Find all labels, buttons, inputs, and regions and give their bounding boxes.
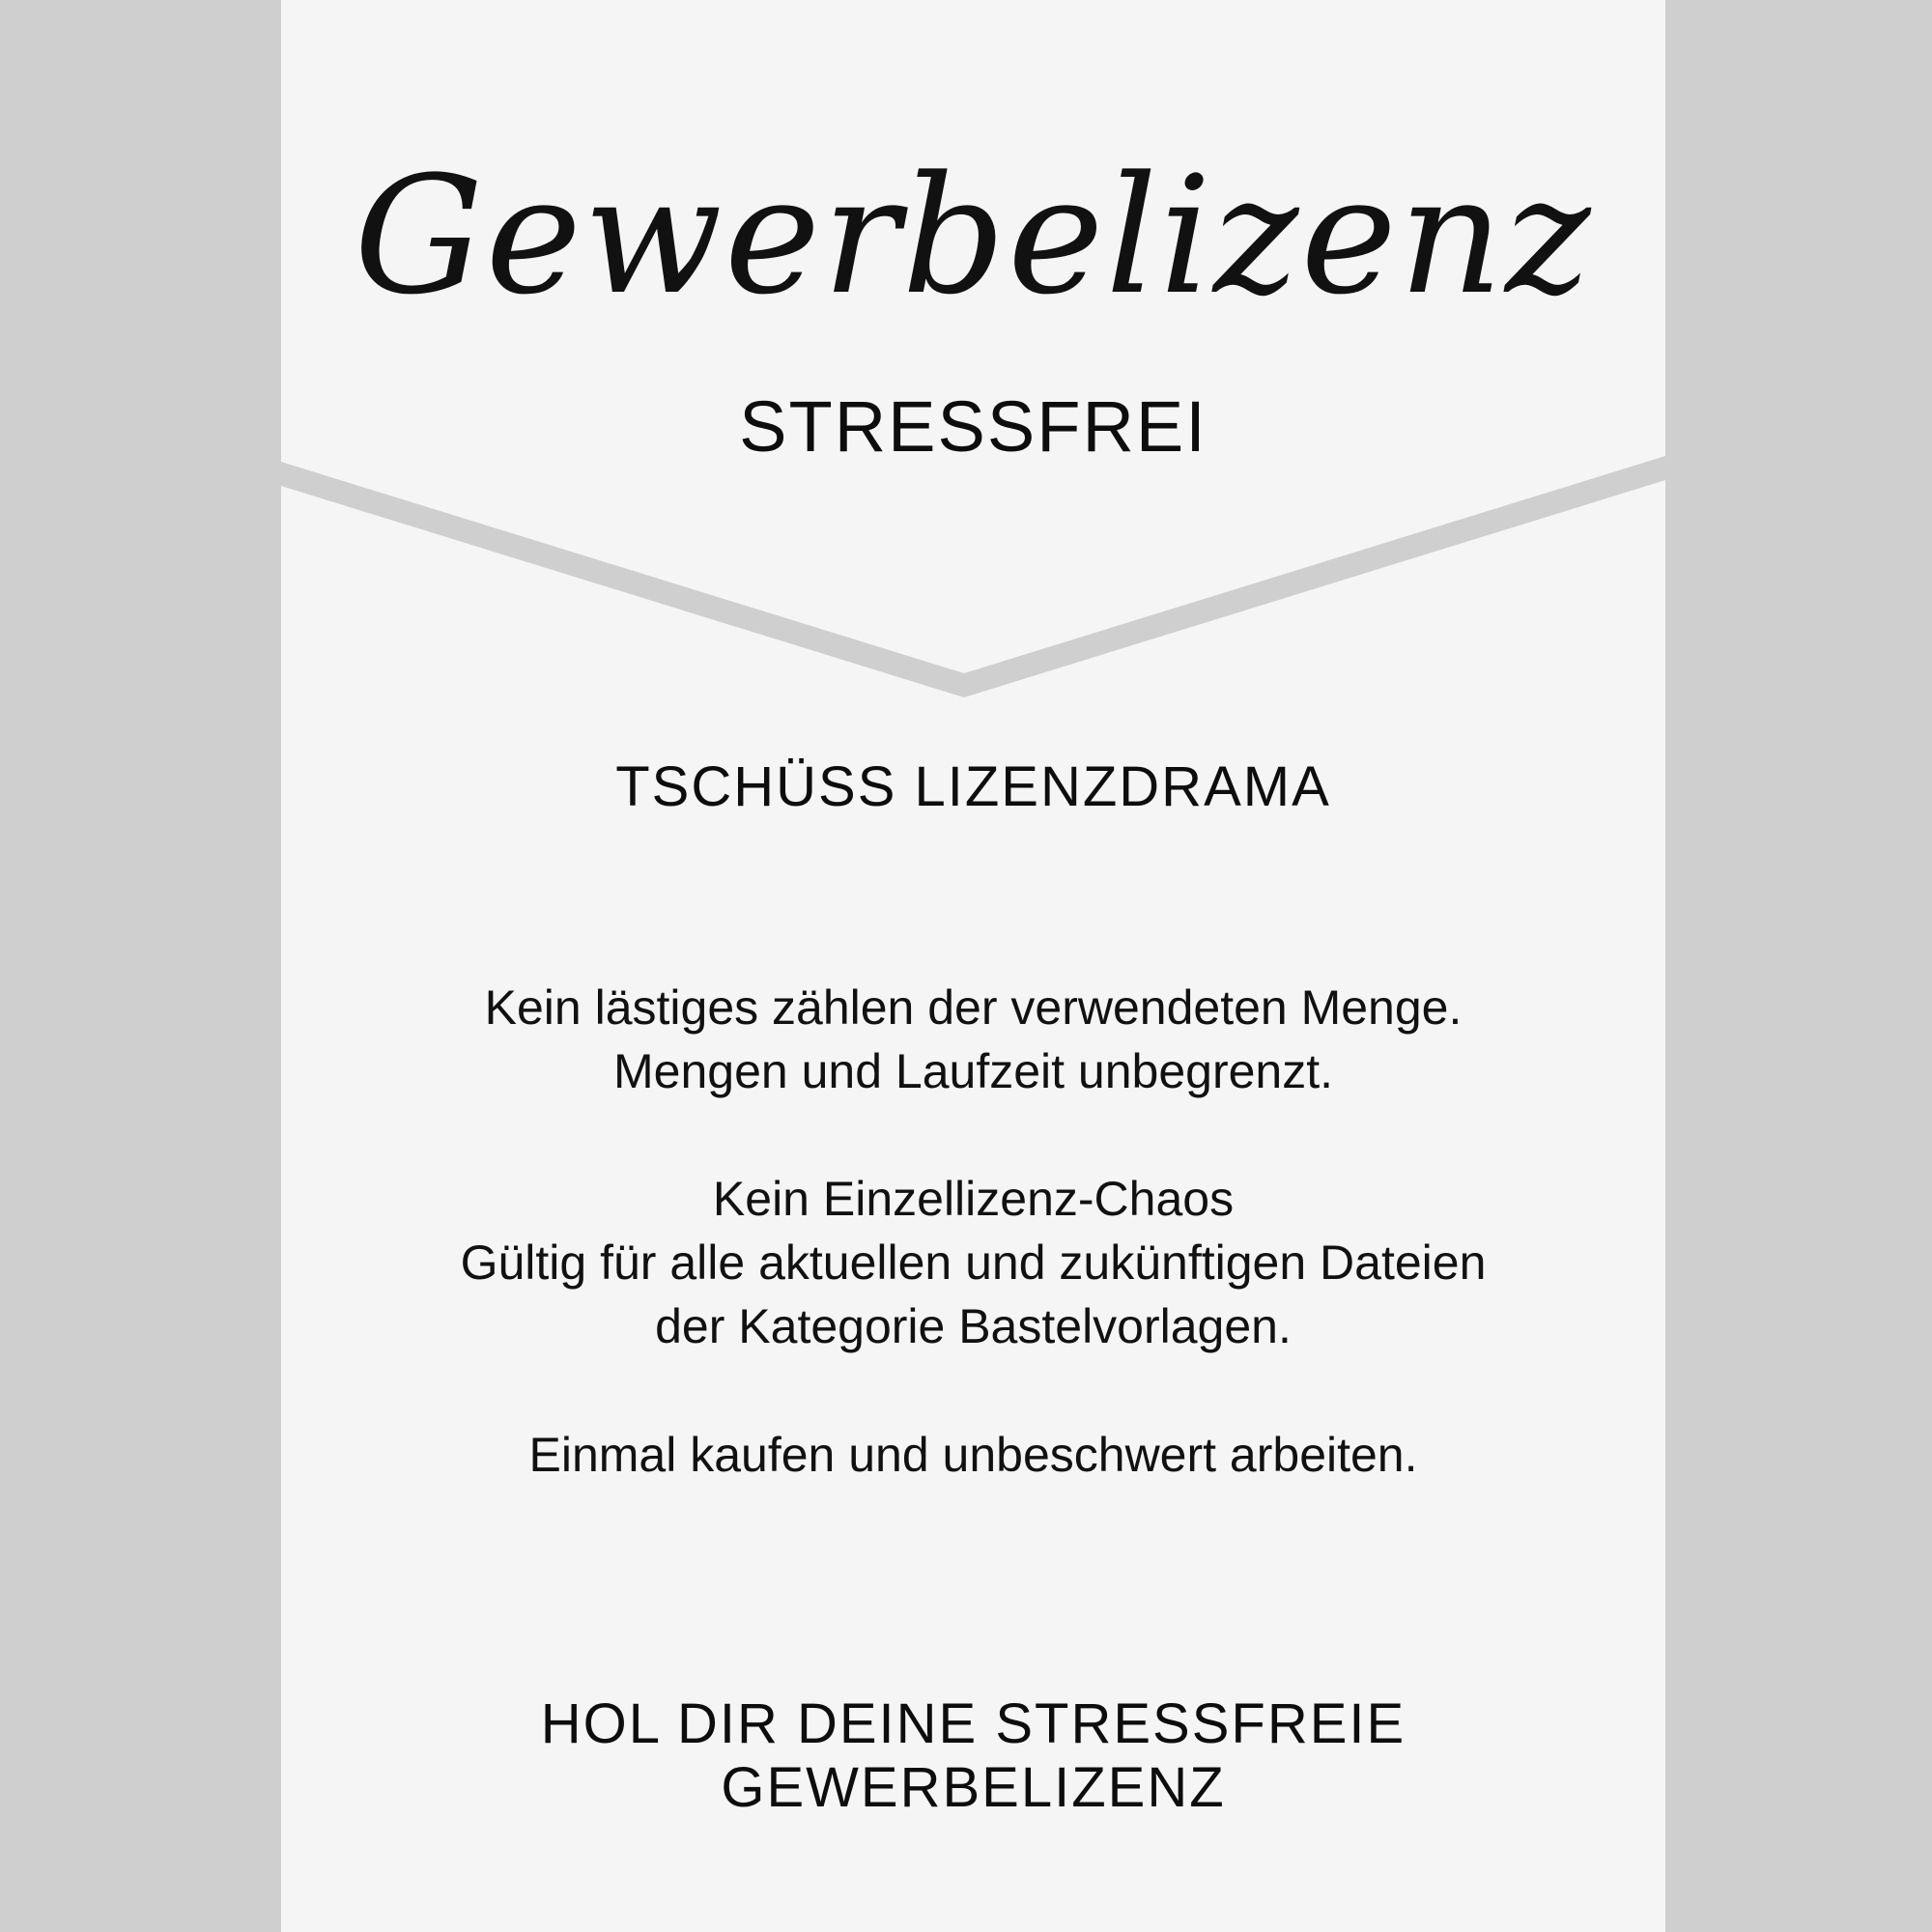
paragraph-scope bbox=[281, 1167, 1665, 1358]
call-to-action bbox=[281, 1692, 1665, 1820]
chevron-divider bbox=[281, 0, 1665, 715]
cta-line: GEWERBELIZENZ bbox=[721, 1756, 1226, 1819]
subtitle: STRESSFREI bbox=[739, 386, 1208, 467]
script-title: Gewerbelizenz bbox=[354, 141, 1593, 330]
chevron-band bbox=[281, 456, 1665, 697]
headline: TSCHÜSS LIZENZDRAMA bbox=[615, 755, 1331, 818]
paragraph-line: Gültig für alle aktuellen und zukünftigen Dateien bbox=[460, 1236, 1487, 1290]
paragraph-line: Kein lästiges zählen der verwendeten Menge. bbox=[484, 980, 1463, 1035]
license-card bbox=[281, 0, 1665, 1932]
paragraph-line: der Kategorie Bastelvorlagen. bbox=[655, 1299, 1292, 1353]
paragraph-line: Kein Einzellizenz-Chaos bbox=[712, 1172, 1235, 1226]
cta-line: HOL DIR DEINE STRESSFREIE bbox=[540, 1692, 1406, 1755]
paragraph-line: Mengen und Laufzeit unbegrenzt. bbox=[613, 1044, 1333, 1098]
paragraph-line: Einmal kaufen und unbeschwert arbeiten. bbox=[528, 1428, 1418, 1482]
paragraph-quantity bbox=[281, 976, 1665, 1103]
paragraph-buy-once bbox=[281, 1423, 1665, 1487]
